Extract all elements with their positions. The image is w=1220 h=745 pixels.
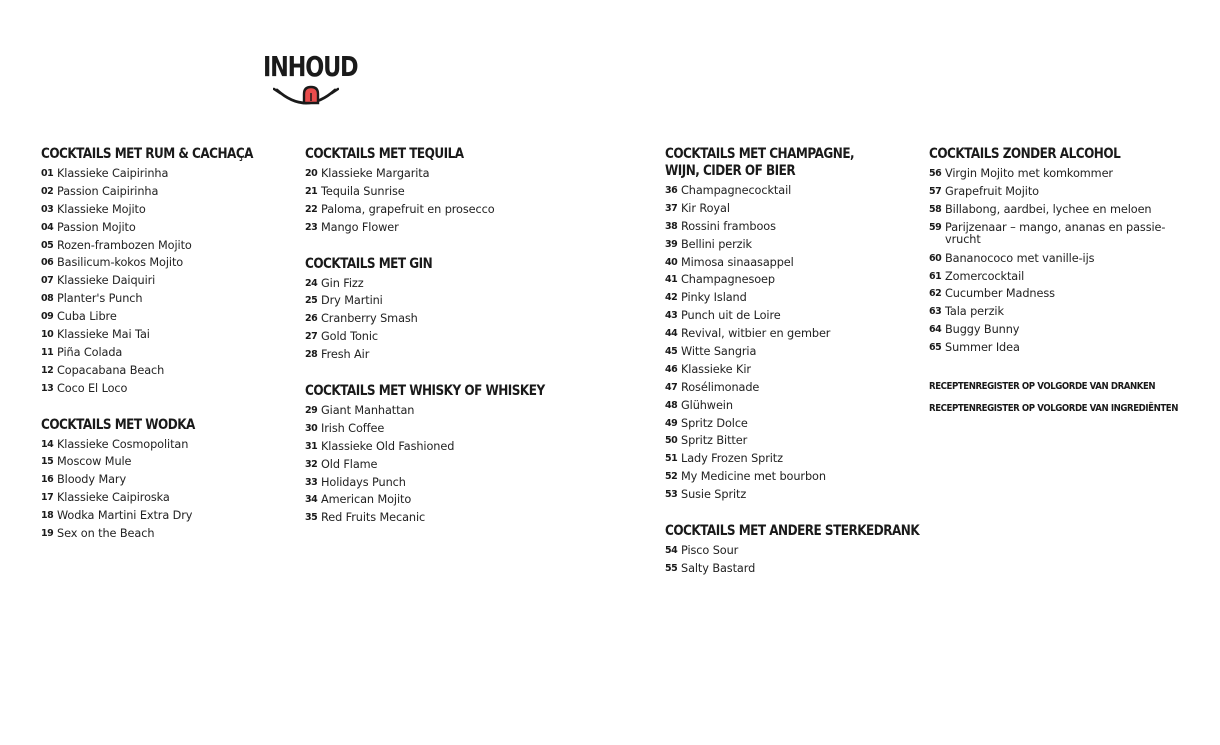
section-heading: COCKTAILS MET GIN <box>305 255 433 272</box>
toc-entry[interactable] <box>665 219 965 237</box>
toc-entry[interactable] <box>41 309 341 327</box>
section-heading: COCKTAILS MET TEQUILA <box>305 146 464 162</box>
recipe-number: 09 <box>41 311 54 323</box>
register-link-dranken[interactable]: RECEPTENREGISTER OP VOLGORDE VAN DRANKEN <box>929 381 1156 393</box>
toc-section-gin <box>305 256 605 365</box>
recipe-number: 56 <box>929 168 942 179</box>
toc-entry[interactable] <box>665 433 965 451</box>
recipe-number: 42 <box>665 292 678 304</box>
toc-entry[interactable] <box>665 398 965 416</box>
recipe-number: 50 <box>665 435 678 447</box>
recipe-name: Rozen-frambozen Mojito <box>57 238 192 252</box>
toc-entry[interactable] <box>41 526 341 544</box>
toc-section-zonder-alcohol <box>929 146 1220 358</box>
toc-entry[interactable] <box>929 166 1220 184</box>
recipe-number: 61 <box>929 270 942 282</box>
recipe-name: Klassieke Caipiroska <box>57 491 170 505</box>
recipe-name: Virgin Mojito met komkommer <box>945 167 1113 180</box>
recipe-number: 51 <box>665 453 678 465</box>
section-heading-line: WIJN, CIDER OF BIER <box>665 163 796 179</box>
recipe-number: 60 <box>929 252 942 264</box>
recipe-name: My Medicine met bourbon <box>681 470 826 484</box>
toc-entry[interactable] <box>665 362 965 380</box>
recipe-name <box>945 220 1165 246</box>
toc-entry[interactable] <box>305 510 605 528</box>
recipe-number: 22 <box>305 203 318 215</box>
recipe-name: Summer Idea <box>945 341 1020 355</box>
toc-entry[interactable] <box>929 202 1220 220</box>
toc-entry[interactable] <box>665 308 965 326</box>
recipe-name: Basilicum-kokos Mojito <box>57 256 184 270</box>
toc-section-andere-sterkedrank <box>665 523 965 579</box>
toc-column-2 <box>305 146 605 546</box>
recipe-name: Spritz Dolce <box>681 416 748 430</box>
recipe-number: 13 <box>41 382 54 394</box>
toc-column-3 <box>665 146 965 597</box>
recipe-name: Spritz Bitter <box>681 434 748 448</box>
toc-entry[interactable] <box>665 272 965 290</box>
section-heading <box>665 146 923 180</box>
recipe-list <box>305 403 605 528</box>
recipe-name: Klassieke Kir <box>681 362 751 376</box>
toc-entry[interactable] <box>305 421 605 439</box>
toc-section-tequila <box>305 146 605 238</box>
recipe-name: Moscow Mule <box>57 455 132 469</box>
section-heading: COCKTAILS MET WODKA <box>41 416 195 433</box>
toc-entry[interactable] <box>41 381 341 399</box>
recipe-name: Cucumber Madness <box>945 287 1055 301</box>
recipe-name: Cuba Libre <box>57 310 117 324</box>
toc-section-whisky <box>305 383 605 528</box>
recipe-list <box>41 437 341 544</box>
recipe-name-line: vrucht <box>945 232 981 246</box>
recipe-number: 58 <box>929 203 942 215</box>
recipe-list <box>305 276 605 365</box>
recipe-number: 53 <box>665 489 678 501</box>
recipe-number: 03 <box>41 203 54 215</box>
recipe-name: Klassieke Mai Tai <box>57 328 150 342</box>
recipe-name: Passion Caipirinha <box>57 184 159 198</box>
recipe-number: 01 <box>41 168 54 179</box>
recipe-name: Glühwein <box>681 398 733 412</box>
toc-entry[interactable] <box>41 273 341 291</box>
toc-entry[interactable] <box>665 237 965 255</box>
recipe-name: Passion Mojito <box>57 220 136 234</box>
recipe-number: 52 <box>665 471 678 483</box>
recipe-number: 44 <box>665 328 678 340</box>
toc-entry[interactable] <box>41 291 341 309</box>
recipe-name: Grapefruit Mojito <box>945 184 1039 198</box>
toc-entry[interactable] <box>665 290 965 308</box>
toc-entry[interactable] <box>929 322 1220 340</box>
toc-entry[interactable] <box>41 454 341 472</box>
recipe-name: Bellini perzik <box>681 237 752 251</box>
toc-entry[interactable] <box>665 561 965 579</box>
recipe-number: 64 <box>929 324 942 336</box>
recipe-name: Zomercocktail <box>945 269 1025 283</box>
section-heading-line: COCKTAILS MET CHAMPAGNE, <box>665 146 855 162</box>
recipe-name: Billabong, aardbei, lychee en meloen <box>945 202 1152 216</box>
toc-section-wodka <box>41 417 341 544</box>
recipe-name: Paloma, grapefruit en prosecco <box>321 202 495 216</box>
toc-entry[interactable] <box>305 293 605 311</box>
page-title: INHOUD <box>263 50 358 83</box>
recipe-number: 30 <box>305 422 318 434</box>
recipe-number: 34 <box>305 494 318 506</box>
toc-column-4 <box>929 146 1220 420</box>
recipe-name: Rossini framboos <box>681 219 776 233</box>
recipe-number: 32 <box>305 458 318 470</box>
recipe-name: Bloody Mary <box>57 473 127 487</box>
toc-entry[interactable] <box>305 403 605 421</box>
recipe-name: Klassieke Mojito <box>57 202 146 216</box>
recipe-number: 07 <box>41 275 54 287</box>
recipe-list <box>665 543 965 579</box>
recipe-name: Old Flame <box>321 457 378 471</box>
recipe-name: Irish Coffee <box>321 421 385 435</box>
recipe-name: Gold Tonic <box>321 330 378 344</box>
recipe-list <box>41 166 341 399</box>
recipe-number: 21 <box>305 185 318 197</box>
recipe-name: Rosélimonade <box>681 380 760 394</box>
recipe-number: 33 <box>305 476 318 488</box>
recipe-number: 31 <box>305 440 318 452</box>
toc-entry[interactable] <box>305 220 605 238</box>
toc-entry[interactable] <box>41 220 341 238</box>
recipe-number: 59 <box>929 221 942 233</box>
recipe-number: 15 <box>41 456 54 468</box>
recipe-name: Gin Fizz <box>321 276 364 290</box>
toc-entry[interactable] <box>41 238 341 256</box>
recipe-name: Tequila Sunrise <box>321 184 405 198</box>
toc-entry[interactable] <box>929 286 1220 304</box>
smiley-tongue-icon <box>273 84 339 112</box>
toc-entry[interactable] <box>665 183 965 201</box>
recipe-number: 29 <box>305 405 318 417</box>
recipe-number: 16 <box>41 474 54 486</box>
recipe-name: Witte Sangria <box>681 345 757 359</box>
recipe-number: 62 <box>929 288 942 300</box>
toc-entry[interactable] <box>305 329 605 347</box>
register-links <box>929 376 1220 420</box>
recipe-number: 10 <box>41 329 54 341</box>
recipe-number: 18 <box>41 510 54 522</box>
recipe-number: 05 <box>41 239 54 251</box>
toc-entry[interactable] <box>665 451 965 469</box>
toc-entry[interactable] <box>665 469 965 487</box>
recipe-name: American Mojito <box>321 493 412 507</box>
toc-entry[interactable] <box>41 327 341 345</box>
toc-entry[interactable] <box>665 344 965 362</box>
toc-entry[interactable] <box>41 255 341 273</box>
recipe-number: 47 <box>665 381 678 393</box>
toc-entry[interactable] <box>929 304 1220 322</box>
recipe-number: 23 <box>305 221 318 233</box>
recipe-number: 04 <box>41 221 54 233</box>
recipe-name: Tala perzik <box>945 305 1004 319</box>
recipe-name: Buggy Bunny <box>945 323 1020 337</box>
recipe-name: Lady Frozen Spritz <box>681 452 783 466</box>
toc-entry[interactable] <box>665 380 965 398</box>
recipe-name: Klassieke Daiquiri <box>57 274 156 288</box>
toc-entry[interactable] <box>41 490 341 508</box>
recipe-name: Pinky Island <box>681 291 747 305</box>
recipe-number: 43 <box>665 310 678 322</box>
toc-entry[interactable] <box>929 340 1220 358</box>
recipe-name: Bananococo met vanille-ijs <box>945 251 1095 265</box>
section-heading: COCKTAILS MET RUM & CACHAÇA <box>41 146 253 162</box>
recipe-number: 26 <box>305 313 318 325</box>
recipe-name: Copacabana Beach <box>57 363 165 377</box>
recipe-number: 14 <box>41 438 54 450</box>
recipe-name: Klassieke Caipirinha <box>57 167 169 180</box>
toc-entry[interactable] <box>41 184 341 202</box>
recipe-number: 40 <box>665 256 678 268</box>
recipe-name: Champagnecocktail <box>681 184 792 197</box>
toc-entry[interactable] <box>929 251 1220 269</box>
toc-entry[interactable] <box>41 202 341 220</box>
toc-entry[interactable] <box>929 184 1220 202</box>
recipe-number: 55 <box>665 562 678 574</box>
toc-entry[interactable] <box>665 326 965 344</box>
toc-entry[interactable] <box>305 492 605 510</box>
toc-entry[interactable] <box>41 345 341 363</box>
toc-entry[interactable] <box>305 347 605 365</box>
recipe-name: Red Fruits Mecanic <box>321 511 426 525</box>
toc-entry[interactable] <box>929 269 1220 287</box>
recipe-number: 27 <box>305 331 318 343</box>
recipe-number: 12 <box>41 364 54 376</box>
toc-entry[interactable] <box>665 487 965 505</box>
toc-entry[interactable] <box>305 202 605 220</box>
recipe-number: 39 <box>665 238 678 250</box>
recipe-number: 45 <box>665 346 678 358</box>
toc-entry[interactable] <box>665 416 965 434</box>
toc-section-rum <box>41 146 341 399</box>
recipe-number: 11 <box>41 346 54 358</box>
recipe-number: 20 <box>305 168 318 179</box>
toc-entry[interactable] <box>305 166 605 184</box>
section-heading: COCKTAILS ZONDER ALCOHOL <box>929 146 1121 162</box>
recipe-name: Klassieke Cosmopolitan <box>57 437 189 451</box>
toc-section-champagne <box>665 146 965 505</box>
recipe-number: 28 <box>305 349 318 361</box>
toc-entry[interactable] <box>305 439 605 457</box>
recipe-number: 06 <box>41 257 54 269</box>
recipe-name: Wodka Martini Extra Dry <box>57 509 193 523</box>
recipe-number: 63 <box>929 306 942 318</box>
recipe-number: 02 <box>41 185 54 197</box>
recipe-number: 54 <box>665 545 678 557</box>
toc-entry[interactable] <box>305 184 605 202</box>
recipe-name: Sex on the Beach <box>57 527 155 541</box>
section-heading: COCKTAILS MET WHISKY OF WHISKEY <box>305 383 545 400</box>
recipe-number: 37 <box>665 202 678 214</box>
recipe-name-line: Parijzenaar – mango, ananas en passie- <box>945 220 1166 234</box>
toc-entry[interactable] <box>41 472 341 490</box>
recipe-name: Salty Bastard <box>681 561 756 575</box>
recipe-name: Susie Spritz <box>681 488 747 502</box>
recipe-name: Klassieke Old Fashioned <box>321 439 455 453</box>
recipe-number: 17 <box>41 492 54 504</box>
recipe-number: 35 <box>305 512 318 524</box>
toc-entry[interactable] <box>41 166 341 184</box>
recipe-list <box>305 166 605 238</box>
recipe-number: 24 <box>305 277 318 289</box>
recipe-name: Mimosa sinaasappel <box>681 255 794 269</box>
recipe-number: 65 <box>929 342 942 354</box>
toc-entry[interactable] <box>929 220 1220 251</box>
recipe-number: 19 <box>41 528 54 540</box>
toc-entry[interactable] <box>665 543 965 561</box>
recipe-name: Champagnesoep <box>681 273 775 287</box>
recipe-name: Holidays Punch <box>321 475 406 489</box>
recipe-name: Planter's Punch <box>57 292 143 306</box>
recipe-list <box>929 166 1220 358</box>
toc-column-1 <box>41 146 341 562</box>
recipe-number: 49 <box>665 417 678 429</box>
recipe-number: 46 <box>665 363 678 375</box>
recipe-name: Coco El Loco <box>57 381 128 395</box>
recipe-number: 38 <box>665 220 678 232</box>
recipe-name: Giant Manhattan <box>321 404 415 418</box>
toc-entry[interactable] <box>41 508 341 526</box>
recipe-number: 41 <box>665 274 678 286</box>
recipe-name: Mango Flower <box>321 220 399 234</box>
recipe-name: Klassieke Margarita <box>321 167 430 180</box>
recipe-name: Fresh Air <box>321 348 370 362</box>
recipe-name: Revival, witbier en gember <box>681 327 831 341</box>
recipe-name: Pisco Sour <box>681 544 739 558</box>
recipe-number: 08 <box>41 293 54 305</box>
register-link-ingredienten[interactable]: RECEPTENREGISTER OP VOLGORDE VAN INGREDIËNTEN <box>929 403 1179 415</box>
toc-entry[interactable] <box>305 311 605 329</box>
recipe-number: 25 <box>305 295 318 307</box>
toc-entry[interactable] <box>305 475 605 493</box>
toc-entry[interactable] <box>665 201 965 219</box>
recipe-name: Cranberry Smash <box>321 312 418 326</box>
section-heading: COCKTAILS MET ANDERE STERKEDRANK <box>665 523 920 540</box>
recipe-number: 36 <box>665 185 678 196</box>
recipe-name: Punch uit de Loire <box>681 309 781 323</box>
toc-entry[interactable] <box>305 276 605 294</box>
toc-entry[interactable] <box>41 437 341 455</box>
recipe-list <box>665 183 965 505</box>
recipe-name: Kir Royal <box>681 201 730 215</box>
recipe-name: Piña Colada <box>57 345 123 359</box>
recipe-number: 57 <box>929 185 942 197</box>
page-title-block <box>263 50 381 84</box>
toc-entry[interactable] <box>665 255 965 273</box>
recipe-name: Dry Martini <box>321 294 383 308</box>
toc-entry[interactable] <box>305 457 605 475</box>
toc-entry[interactable] <box>41 363 341 381</box>
recipe-number: 48 <box>665 399 678 411</box>
